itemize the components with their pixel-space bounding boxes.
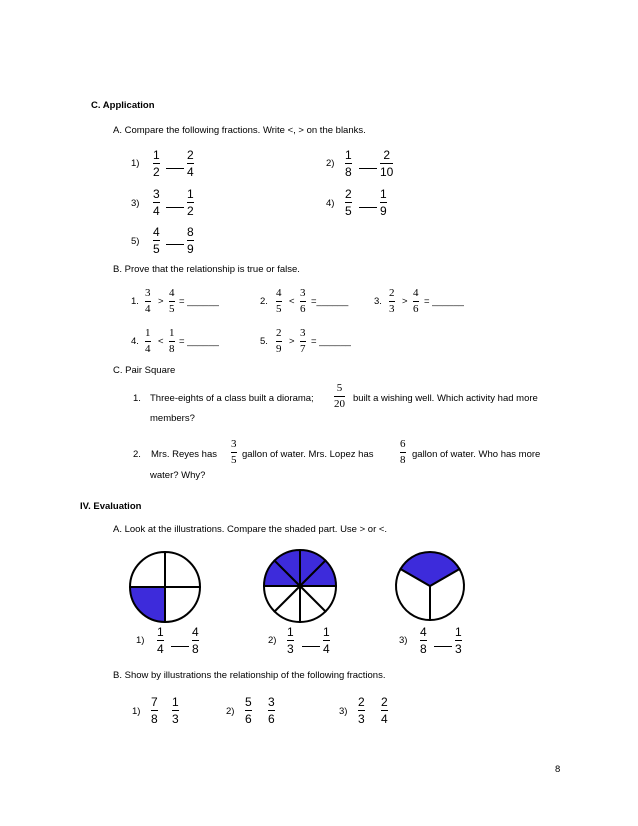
fraction: 2 9: [276, 327, 282, 355]
fraction: 3 5: [231, 438, 237, 466]
fraction: 4 5: [169, 287, 175, 315]
fraction: 4 5: [153, 225, 160, 256]
fraction: 3 4: [153, 187, 160, 218]
item-label: 3.: [374, 296, 382, 307]
fraction: 1 8: [345, 148, 352, 179]
fraction: 3 6: [268, 695, 275, 726]
item-label: 1.: [131, 296, 139, 307]
fraction: 2 4: [187, 148, 194, 179]
answer-blank[interactable]: = ______: [179, 296, 219, 307]
item-label: 5.: [260, 336, 268, 347]
item-label: 1): [131, 158, 140, 169]
fraction: 3 6: [300, 287, 306, 315]
pie-slice: [130, 552, 165, 587]
section-c-title: C. Application: [91, 100, 155, 111]
problem-2-label: 2.: [133, 449, 141, 460]
fraction: 1 2: [153, 148, 160, 179]
fraction: 2 3: [358, 695, 365, 726]
problem-2-text-cont: gallon of water. Mrs. Lopez has: [242, 449, 374, 460]
item-label: 2): [226, 706, 235, 717]
answer-blank[interactable]: [359, 168, 377, 169]
pie-slice: [165, 587, 200, 622]
pie-chart-thirds: [394, 550, 466, 622]
pie-chart-eighths: [262, 548, 338, 624]
answer-blank[interactable]: [166, 168, 184, 169]
fraction: 1 3: [287, 625, 294, 656]
fraction: 1 8: [169, 327, 175, 355]
fraction: 2 4: [381, 695, 388, 726]
fraction: 6 8: [400, 438, 406, 466]
answer-blank[interactable]: = ______: [179, 336, 219, 347]
item-label: 4.: [131, 336, 139, 347]
section-iv-b-instruction: B. Show by illustrations the relationship of the following fractions.: [113, 670, 386, 681]
operator: >: [402, 296, 408, 307]
problem-2-text-end: gallon of water. Who has more: [412, 449, 541, 460]
fraction: 1 2: [187, 187, 194, 218]
fraction: 2 10: [380, 148, 394, 179]
item-label: 2): [326, 158, 335, 169]
fraction: 1 3: [455, 625, 462, 656]
problem-1-text-line2: members?: [150, 413, 195, 424]
operator: >: [289, 336, 295, 347]
fraction: 5 20: [334, 382, 345, 410]
answer-blank[interactable]: [302, 646, 320, 647]
section-c-b-instruction: B. Prove that the relationship is true or false.: [113, 264, 300, 275]
fraction: 4 6: [413, 287, 419, 315]
operator: <: [158, 336, 164, 347]
answer-blank[interactable]: [359, 207, 377, 208]
fraction: 1 4: [157, 625, 164, 656]
fraction: 7 8: [151, 695, 158, 726]
problem-1-text: Three-eights of a class built a diorama;: [150, 393, 314, 404]
fraction: 4 5: [276, 287, 282, 315]
fraction: 1 4: [323, 625, 330, 656]
item-label: 1): [132, 706, 141, 717]
page-number: 8: [555, 764, 561, 775]
item-label: 2): [268, 635, 277, 646]
fraction: 5 6: [245, 695, 252, 726]
pie-slice: [165, 552, 200, 587]
item-label: 3): [399, 635, 408, 646]
answer-blank[interactable]: [166, 207, 184, 208]
answer-blank[interactable]: =______: [311, 296, 349, 307]
problem-1-text-cont: built a wishing well. Which activity had more: [353, 393, 538, 404]
pie-slice-shaded: [130, 587, 165, 622]
fraction: 2 5: [345, 187, 352, 218]
item-label: 3): [131, 198, 140, 209]
item-label: 3): [339, 706, 348, 717]
item-label: 4): [326, 198, 335, 209]
fraction: 2 3: [389, 287, 395, 315]
fraction: 3 7: [300, 327, 306, 355]
section-iv-title: IV. Evaluation: [80, 501, 142, 512]
answer-blank[interactable]: = ______: [424, 296, 464, 307]
pie-chart-fourths: [128, 550, 202, 624]
answer-blank[interactable]: [434, 646, 452, 647]
fraction: 1 3: [172, 695, 179, 726]
operator: <: [289, 296, 295, 307]
section-iv-a-instruction: A. Look at the illustrations. Compare the shaded part. Use > or <.: [113, 524, 388, 535]
item-label: 1): [136, 635, 145, 646]
answer-blank[interactable]: [166, 244, 184, 245]
section-c-c-instruction: C. Pair Square: [113, 365, 176, 376]
problem-2-text-line2: water? Why?: [150, 470, 206, 481]
fraction: 1 9: [380, 187, 387, 218]
fraction: 3 4: [145, 287, 151, 315]
fraction: 4 8: [420, 625, 427, 656]
problem-1-label: 1.: [133, 393, 141, 404]
answer-blank[interactable]: = ______: [311, 336, 351, 347]
answer-blank[interactable]: [171, 646, 189, 647]
section-c-a-instruction: A. Compare the following fractions. Write <, > on the blanks.: [113, 125, 366, 136]
item-label: 5): [131, 236, 140, 247]
fraction: 8 9: [187, 225, 194, 256]
item-label: 2.: [260, 296, 268, 307]
problem-2-text: Mrs. Reyes has: [151, 449, 217, 460]
fraction: 1 4: [145, 327, 151, 355]
operator: >: [158, 296, 164, 307]
fraction: 4 8: [192, 625, 199, 656]
